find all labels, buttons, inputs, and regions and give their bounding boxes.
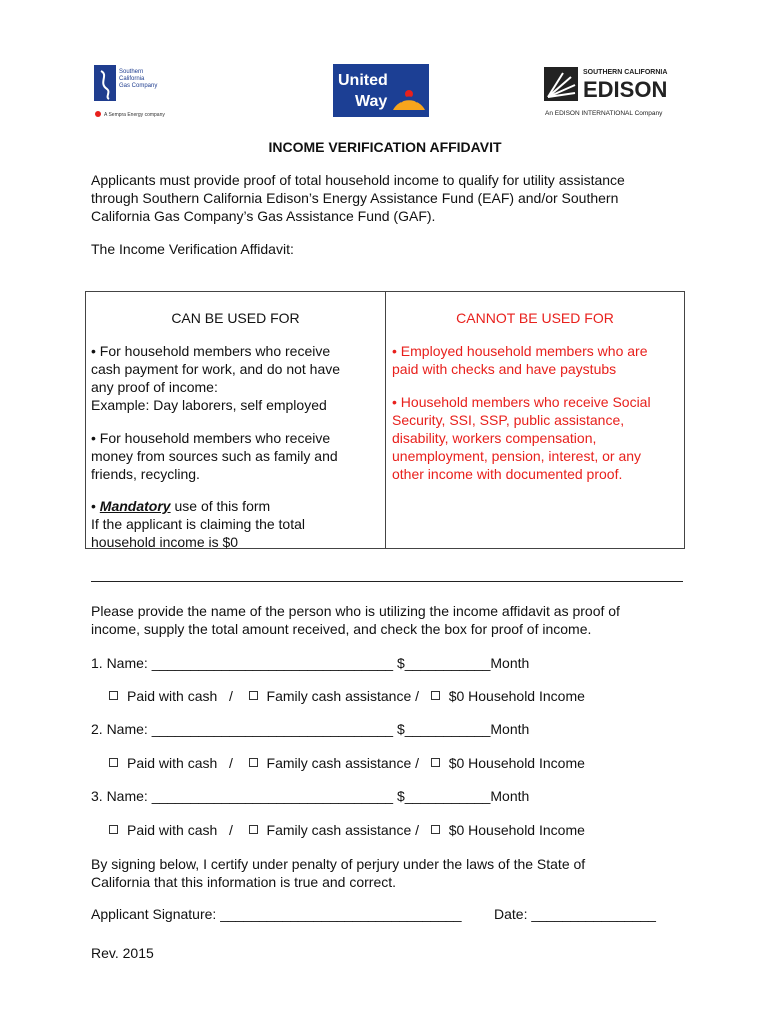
signature-field[interactable]: Applicant Signature: _______________________________	[91, 906, 462, 922]
option-separator: /	[228, 755, 233, 771]
cannot-item-2-line-1: • Household members who receive Social	[392, 394, 651, 410]
intro-line-1: Applicants must provide proof of total household income to qualify for utility assistance	[91, 172, 625, 188]
cannot-item-1-line-1: • Employed household members who are	[392, 343, 648, 359]
entry-3-family-cash-checkbox[interactable]	[249, 825, 258, 834]
date-field[interactable]: Date: ________________	[494, 906, 656, 922]
affidavit-lead: The Income Verification Affidavit:	[91, 241, 294, 257]
edison-logo	[543, 63, 693, 123]
cannot-item-documented-income	[392, 393, 651, 483]
entry-3-zero-income-checkbox[interactable]	[431, 825, 440, 834]
can-item-1-line-2: cash payment for work, and do not have	[91, 361, 341, 377]
instructions-paragraph	[91, 602, 681, 638]
certification-paragraph	[91, 855, 681, 891]
intro-paragraph	[91, 171, 681, 225]
entry-1-family-cash-checkbox[interactable]	[249, 691, 258, 700]
gas-logo-line3: Gas Company	[119, 83, 158, 89]
page-title: INCOME VERIFICATION AFFIDAVIT	[268, 139, 502, 155]
united-way-line2: Way	[355, 93, 388, 110]
entry-2-paid-cash-checkbox[interactable]	[109, 758, 118, 767]
mandatory-rest: use of this form	[170, 498, 271, 514]
cannot-item-2-line-5: other income with documented proof.	[392, 466, 623, 482]
can-item-2-line-2: money from sources such as family and	[91, 448, 338, 464]
gas-logo-line1: Southern	[119, 69, 144, 75]
can-item-1-line-1: • For household members who receive	[91, 343, 331, 359]
socalgas-logo	[93, 63, 193, 123]
paid-cash-label: Paid with cash	[127, 822, 218, 838]
entry-3-options	[109, 822, 585, 838]
instructions-line-1: Please provide the name of the person who is utilizing the income affidavit as proof of	[91, 603, 620, 619]
can-item-mandatory	[91, 497, 305, 551]
united-way-logo	[333, 64, 429, 117]
zero-income-label: $0 Household Income	[448, 822, 585, 838]
table-divider	[385, 292, 386, 548]
can-item-3-line-1	[91, 497, 305, 515]
option-separator: /	[228, 688, 233, 704]
entry-2-name-field[interactable]: 2. Name: _______________________________ $___________Month	[91, 721, 530, 737]
united-way-line1: United	[338, 72, 388, 89]
entry-3-name-field[interactable]: 3. Name: _______________________________ $___________Month	[91, 788, 530, 804]
can-item-3-line-2: If the applicant is claiming the total	[91, 516, 306, 532]
entry-2-family-cash-checkbox[interactable]	[249, 758, 258, 767]
usage-table	[85, 291, 685, 549]
can-item-1-line-3: any proof of income:	[91, 379, 218, 395]
edison-logo-name: EDISON	[583, 77, 668, 102]
gas-logo-tagline: A Sempra Energy company	[104, 112, 165, 118]
zero-income-label: $0 Household Income	[448, 688, 585, 704]
option-separator: /	[228, 822, 233, 838]
certify-line-2: California that this information is true and correct.	[91, 874, 397, 890]
can-header: CAN BE USED FOR	[171, 310, 300, 326]
can-item-family-money	[91, 429, 338, 483]
intro-line-2: through Southern California Edison’s Energy Assistance Fund (EAF) and/or Southern	[91, 190, 619, 206]
cannot-item-employed	[392, 342, 647, 378]
cannot-item-1-line-2: paid with checks and have paystubs	[392, 361, 617, 377]
mandatory-bullet: •	[91, 498, 96, 514]
family-cash-label: Family cash assistance /	[266, 688, 420, 704]
family-cash-label: Family cash assistance /	[266, 822, 420, 838]
cannot-header: CANNOT BE USED FOR	[456, 310, 614, 326]
can-item-3-line-3: household income is $0	[91, 534, 239, 550]
intro-line-3: California Gas Company’s Gas Assistance Fund (GAF).	[91, 208, 436, 224]
can-item-cash-payment	[91, 342, 340, 414]
edison-logo-tagline: An EDISON INTERNATIONAL Company	[545, 110, 663, 117]
entry-1-options	[109, 688, 585, 704]
paid-cash-label: Paid with cash	[127, 688, 218, 704]
entry-3-paid-cash-checkbox[interactable]	[109, 825, 118, 834]
cannot-item-2-line-4: unemployment, pension, interest, or any	[392, 448, 642, 464]
entry-1-paid-cash-checkbox[interactable]	[109, 691, 118, 700]
cannot-item-2-line-2: Security, SSI, SSP, public assistance,	[392, 412, 625, 428]
mandatory-emphasis: Mandatory	[99, 498, 171, 514]
instructions-line-2: income, supply the total amount received, and check the box for proof of income.	[91, 621, 592, 637]
zero-income-label: $0 Household Income	[448, 755, 585, 771]
gas-logo-line2: California	[119, 76, 145, 82]
can-item-2-line-1: • For household members who receive	[91, 430, 331, 446]
can-item-2-line-3: friends, recycling.	[91, 466, 200, 482]
entry-1-name-field[interactable]: 1. Name: _______________________________ $___________Month	[91, 655, 530, 671]
entry-2-options	[109, 755, 585, 771]
paid-cash-label: Paid with cash	[127, 755, 218, 771]
entry-2-zero-income-checkbox[interactable]	[431, 758, 440, 767]
entry-1-zero-income-checkbox[interactable]	[431, 691, 440, 700]
section-divider	[91, 581, 683, 582]
cannot-item-2-line-3: disability, workers compensation,	[392, 430, 597, 446]
can-item-1-line-4: Example: Day laborers, self employed	[91, 397, 327, 413]
revision-label: Rev. 2015	[91, 945, 154, 961]
edison-logo-top: SOUTHERN CALIFORNIA	[583, 69, 668, 76]
family-cash-label: Family cash assistance /	[266, 755, 420, 771]
certify-line-1: By signing below, I certify under penalty of perjury under the laws of the State of	[91, 856, 586, 872]
